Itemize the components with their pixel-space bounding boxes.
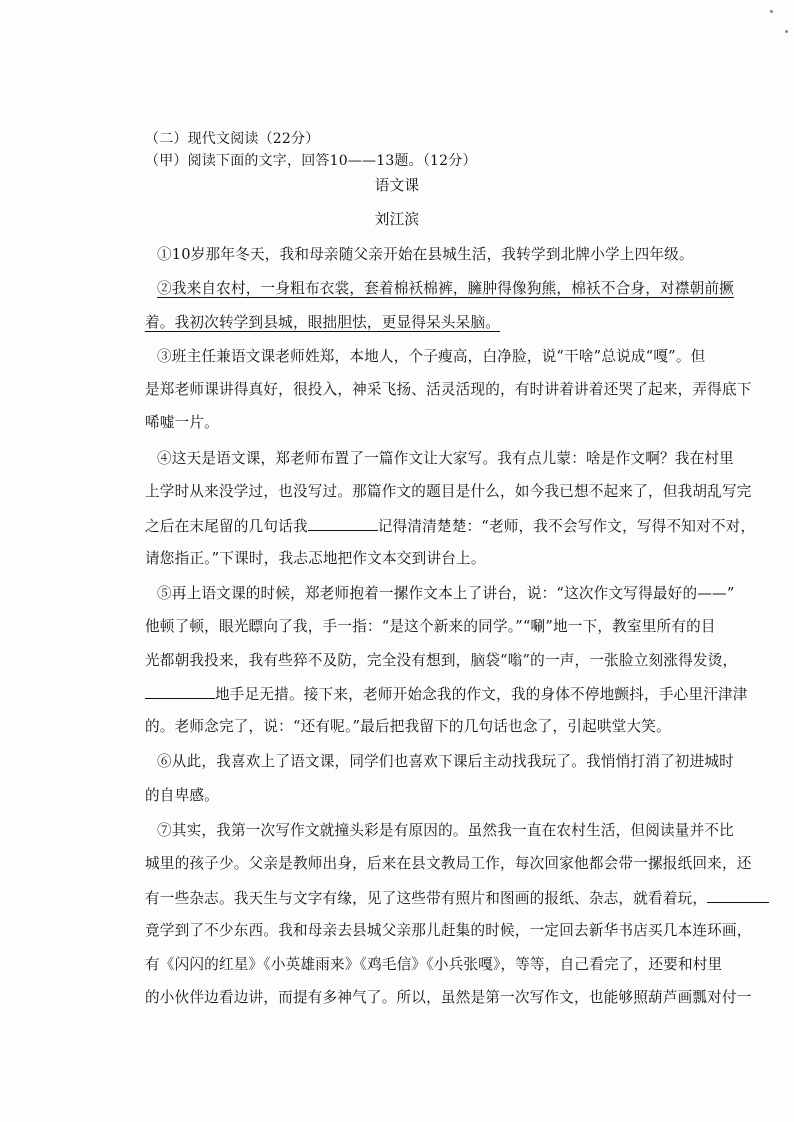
reading-instruction: （甲）阅读下面的文字，回答10——13题。（12分） <box>145 153 477 169</box>
paragraph-4-line-1: ④这天是语文课，郑老师布置了一篇作文让大家写。我有点儿蒙：啥是作文啊？我在村里 <box>157 450 734 467</box>
paragraph-4-line-3-start: 之后在末尾留的几句话我 <box>145 518 308 535</box>
paragraph-3-line-1: ③班主任兼语文课老师姓郑，本地人，个子瘦高，白净脸，说“干啥”总说成“嘎”。但 <box>157 348 706 365</box>
paragraph-5-line-3: 光都朝我投来，我有些猝不及防，完全没有想到，脑袋“嗡”的一声，一张脸立刻涨得发烫， <box>145 652 738 669</box>
paragraph-3-line-3: 唏嘘一片。 <box>145 414 219 431</box>
paragraph-5-line-4 <box>145 684 748 705</box>
fill-blank-3 <box>707 888 769 903</box>
paragraph-4-line-2: 上学时从来没学过，也没写过。那篇作文的题目是什么，如今我已想不起来了，但我胡乱写完 <box>145 483 752 500</box>
paragraph-2-line-1: ②我来自农村，一身粗布衣裳，套着棉袄棉裤，臃肿得像狗熊，棉袄不合身，对襟朝前撅 <box>157 280 734 297</box>
scan-speck <box>785 30 788 33</box>
article-author: 刘江滨 <box>374 211 420 228</box>
paragraph-5-line-2: 他顿了顿，眼光瞟向了我，手一指：“是这个新来的同学。”“唰”地一下，教室里所有的目 <box>145 618 716 635</box>
paragraph-4-line-4: 请您指正。”下课时，我忐忑地把作文本交到讲台上。 <box>145 550 486 567</box>
paragraph-6-line-1: ⑥从此，我喜欢上了语文课，同学们也喜欢下课后主动找我玩了。我悄悄打消了初进城时 <box>157 753 734 770</box>
paragraph-7-line-4: 竟学到了不少东西。我和母亲去县城父亲那儿赶集的时候，一定回去新华书店买几本连环画， <box>145 922 752 939</box>
fill-blank-2 <box>145 684 215 699</box>
paragraph-7-line-1: ⑦其实，我第一次写作文就撞头彩是有原因的。虽然我一直在农村生活，但阅读量并不比 <box>157 822 734 839</box>
fill-blank-1 <box>308 516 378 531</box>
paragraph-7-line-2: 城里的孩子少。父亲是教师出身，后来在县文教局工作，每次回家他都会带一摞报纸回来，还 <box>145 855 752 872</box>
paragraph-2-line-2: 着。我初次转学到县城，眼拙胆怯，更显得呆头呆脑。 <box>145 314 501 331</box>
paragraph-5-line-1: ⑤再上语文课的时候，郑老师抱着一摞作文本上了讲台，说：“这次作文写得最好的——” <box>157 585 735 602</box>
paragraph-1-line-1: ①10岁那年冬天，我和母亲随父亲开始在县城生活，我转学到北牌小学上四年级。 <box>157 246 694 263</box>
paragraph-5-line-5: 的。老师念完了，说：“还有呢。”最后把我留下的几句话也念了，引起哄堂大笑。 <box>145 718 671 735</box>
section-header: （二）现代文阅读（22分） <box>145 131 320 147</box>
paragraph-3-line-2: 是郑老师课讲得真好，很投入，神采飞扬、活灵活现的，有时讲着讲着还哭了起来，弄得底下 <box>145 381 752 398</box>
article-title: 语文课 <box>374 177 420 194</box>
paragraph-7-line-6: 的小伙伴边看边讲，而提有多神气了。所以，虽然是第一次写作文，也能够照葫芦画瓢对付一 <box>145 989 752 1006</box>
paragraph-6-line-2: 的自卑感。 <box>145 787 219 804</box>
paragraph-4-line-3 <box>145 516 755 537</box>
paragraph-5-line-4-text: 地手足无措。接下来，老师开始念我的作文，我的身体不停地颤抖，手心里汗津津 <box>215 686 748 703</box>
scan-speck <box>770 10 773 13</box>
paragraph-7-line-5: 有《闪闪的红星》《小英雄雨来》《鸡毛信》《小兵张嘎》，等等，自己看完了，还要和村里 <box>145 956 723 973</box>
paragraph-7-line-3 <box>145 888 769 909</box>
paragraph-4-line-3-end: 记得清清楚楚：“老师，我不会写作文，写得不知对不对， <box>377 518 756 535</box>
paragraph-7-line-3-text: 有一些杂志。我天生与文字有缘，见了这些带有照片和图画的报纸、杂志，就看着玩， <box>145 890 708 907</box>
